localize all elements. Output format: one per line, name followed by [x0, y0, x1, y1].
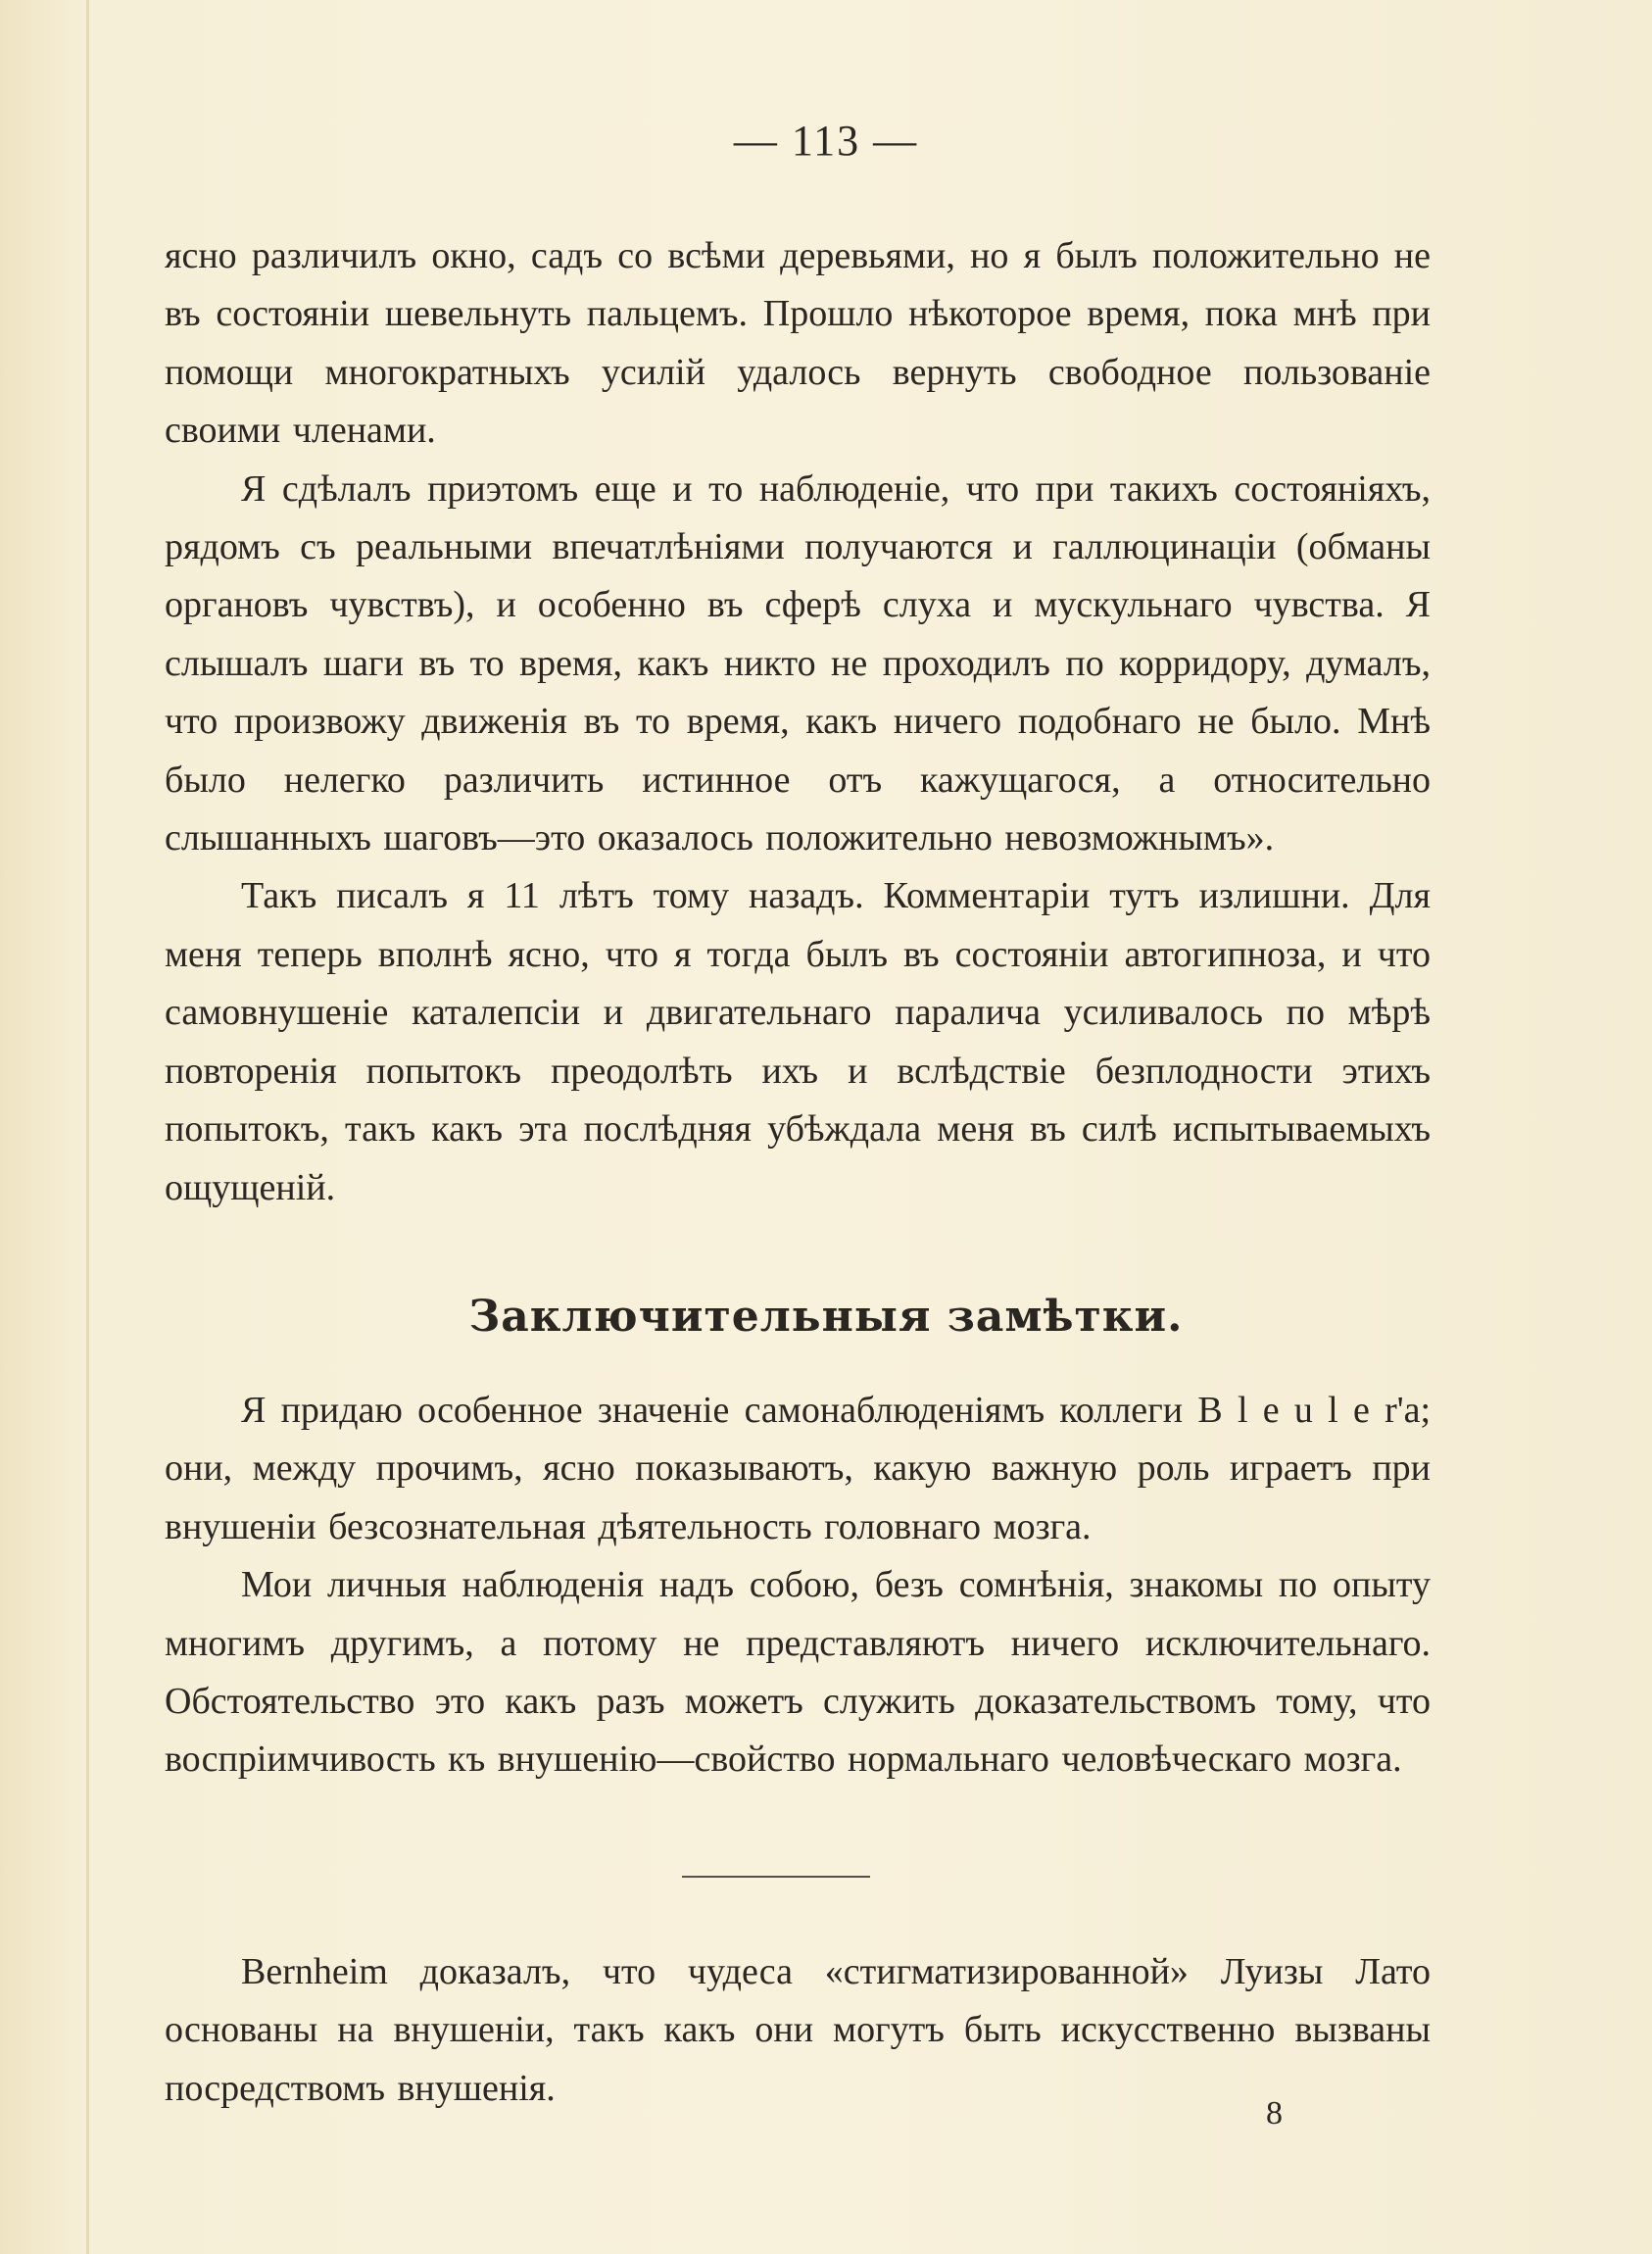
body-text-bottom	[165, 1382, 1431, 1789]
body-text-top	[165, 227, 1431, 1217]
footnote-divider	[682, 1876, 870, 1878]
page-binding-edge	[86, 0, 89, 2254]
signature-mark: 8	[1266, 2095, 1283, 2132]
paragraph-bleuler: Я придаю особенное значенiе самонаблюденiямъ коллеги B l e u l e r'а; они, между прочимъ, ясно показываютъ, какую важную роль играетъ при внушенiи безсознательная дѣятельность головнаго мозга.	[165, 1390, 1431, 1547]
paragraph-personal: Мои личныя наблюденiя надъ собою, безъ сомнѣнiя, знакомы по опыту многимъ другимъ, а потому не представляютъ ничего исключительнаго. Обстоятельство это какъ разъ можетъ служить доказательствомъ тому, что воспрiимчивость къ внушенiю—свойство нормальнаго человѣческаго мозга.	[165, 1564, 1431, 1781]
page-number: — 113 —	[733, 117, 919, 165]
paragraph-continuation: ясно различилъ окно, садъ со всѣми деревьями, но я былъ положительно не въ состоянiи шевельнуть пальцемъ. Прошло нѣкоторое время, пока мнѣ при помощи многократныхъ усилiй удалось вернуть свободное пользованiе своими членами.	[165, 235, 1431, 452]
footnote-text: Bernheim доказалъ, что чудеса «стигматизированной» Луизы Лато основаны на внушенiи, такъ какъ они могутъ быть искусственно вызваны посредствомъ внушенiя.	[165, 1951, 1431, 2109]
paragraph-commentary: Такъ писалъ я 11 лѣтъ тому назадъ. Комментарiи тутъ излишни. Для меня теперь вполнѣ ясно, что я тогда былъ въ состоянiи автогипноза, и что самовнушенiе каталепсiи и двигательнаго паралича усиливалось по мѣрѣ повторенiя попытокъ преодолѣть ихъ и вслѣдствiе безплодности этихъ попытокъ, такъ какъ эта послѣдняя убѣждала меня въ силѣ испытываемыхъ ощущенiй.	[165, 875, 1431, 1208]
paragraph-observation: Я сдѣлалъ приэтомъ еще и то наблюденiе, что при такихъ состоянiяхъ, рядомъ съ реальными впечатлѣнiями получаются и галлюцинацiи (обманы органовъ чувствъ), и особенно въ сферѣ слуха и мускульнаго чувства. Я слышалъ шаги въ то время, какъ никто не проходилъ по корридору, думалъ, что произвожу движенiя въ то время, какъ ничего подобнаго не было. Мнѣ было нелегко различить истинное отъ кажущагося, а относительно слышанныхъ шаговъ—это оказалось положительно невозможнымъ».	[165, 467, 1431, 859]
section-heading: Заключительныя замѣтки.	[468, 1292, 1184, 1342]
footnote	[165, 1943, 1431, 2118]
